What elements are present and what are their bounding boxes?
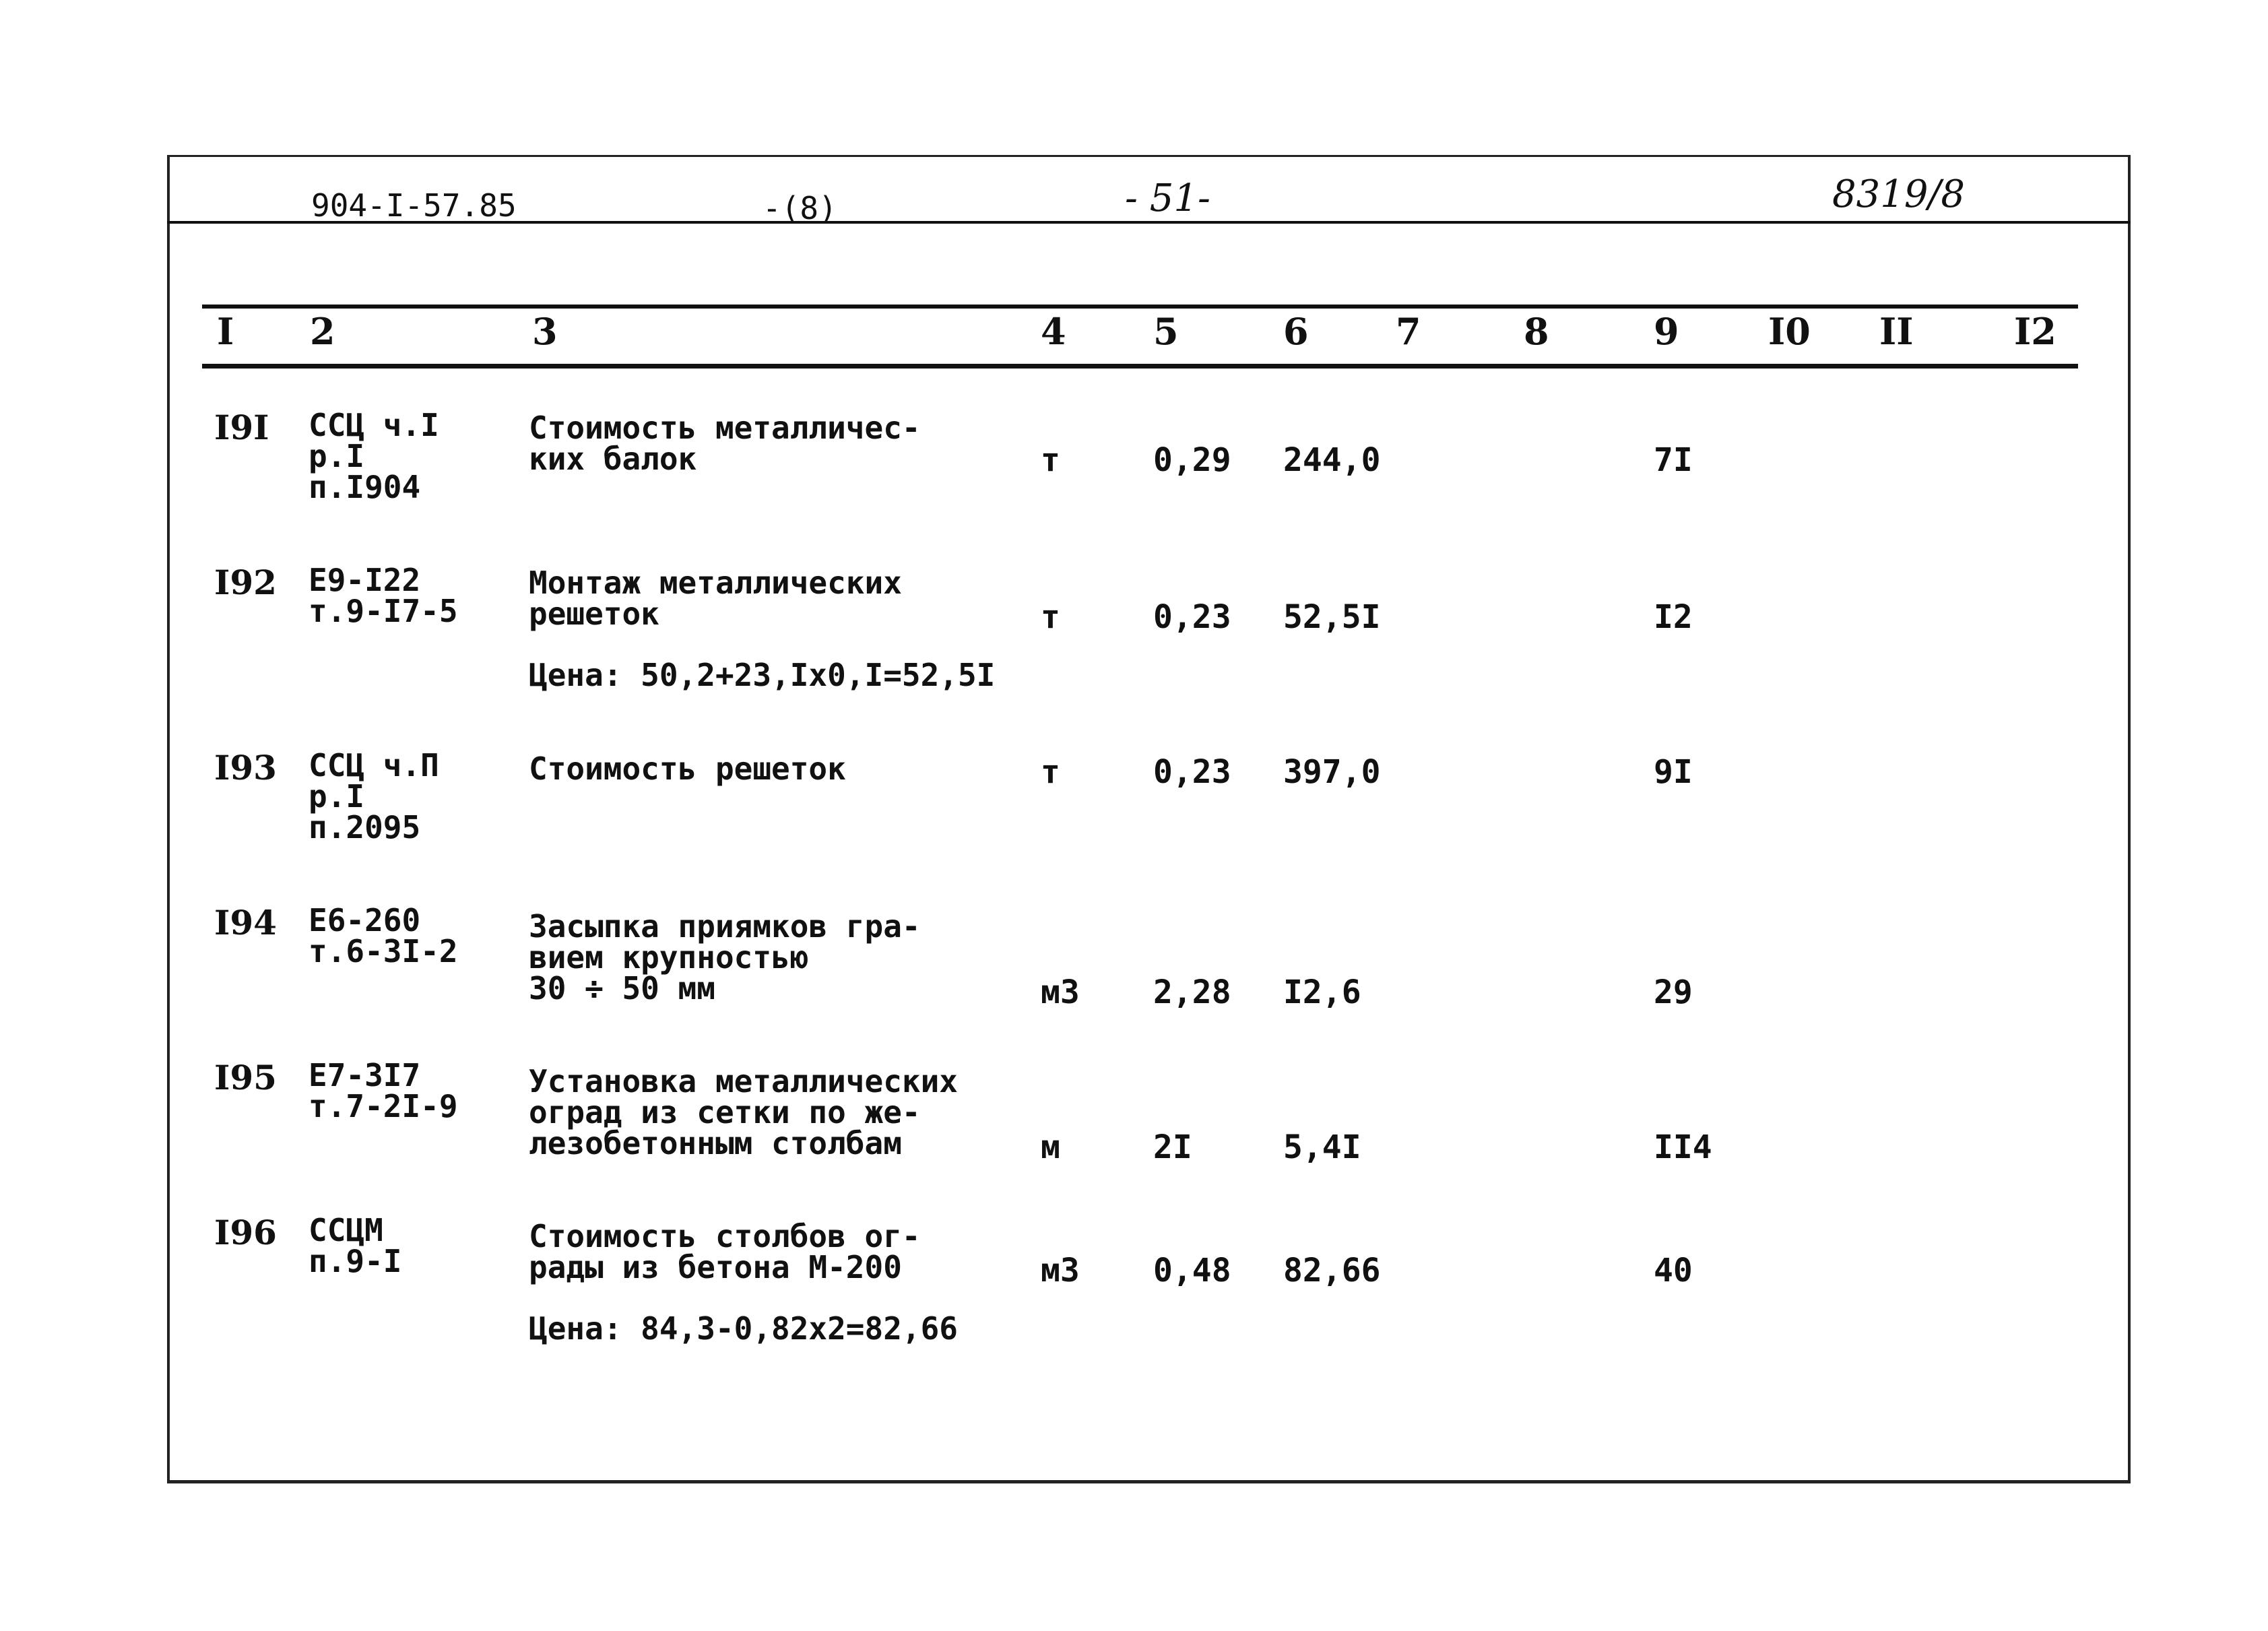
norm-code: ССЦМ п.9-I [309,1212,402,1279]
quantity-cell: 2,28 [1153,973,1231,1011]
work-description: Стоимость металличес- ких балок [529,410,921,477]
column-header-1: I [217,310,234,353]
column-header-12: I2 [2014,310,2056,353]
row-number: I92 [214,563,277,602]
row-number: I93 [214,748,277,788]
total-cell: I2 [1654,598,1693,636]
page-frame [167,155,2131,1483]
row-number: I95 [214,1058,277,1097]
price-cell: 52,5I [1283,598,1381,636]
column-header-11: II [1879,310,1914,353]
column-header-9: 9 [1654,310,1679,353]
work-description: Стоимость решеток [529,750,846,787]
norm-code: Е7-3I7 т.7-2I-9 [309,1057,458,1124]
unit-cell: т [1041,753,1060,791]
column-header-7: 7 [1396,310,1421,353]
unit-cell: м3 [1041,973,1080,1011]
sheet-ref: -(8) [763,190,837,226]
unit-cell: т [1041,441,1060,479]
norm-code: ССЦ ч.I р.I п.I904 [309,407,439,505]
page-number: - 51- [1125,177,1210,220]
unit-cell: м [1041,1128,1060,1166]
total-cell: 7I [1654,441,1693,479]
column-header-4: 4 [1041,310,1066,353]
price-cell: 397,0 [1283,753,1381,791]
quantity-cell: 0,29 [1153,441,1231,479]
row-number: I9I [214,408,269,447]
total-cell: II4 [1654,1128,1712,1166]
table-header-rule [202,364,2078,369]
doc-code: 904-I-57.85 [311,187,517,224]
quantity-cell: 0,48 [1153,1252,1231,1289]
quantity-cell: 0,23 [1153,753,1231,791]
column-header-8: 8 [1524,310,1549,353]
norm-code: Е6-260 т.6-3I-2 [309,902,458,969]
column-header-6: 6 [1283,310,1309,353]
norm-code: Е9-I22 т.9-I7-5 [309,562,458,629]
work-description: Монтаж металлических решеток [529,565,902,632]
unit-cell: т [1041,598,1060,636]
work-description: Засыпка приямков гра- вием крупностью 30 ÷ 50 мм [529,908,921,1006]
column-header-2: 2 [310,310,335,353]
quantity-cell: 2I [1153,1128,1192,1166]
price-cell: 244,0 [1283,441,1381,479]
price-cell: 5,4I [1283,1128,1361,1166]
total-cell: 29 [1654,973,1693,1011]
column-header-3: 3 [532,310,558,353]
unit-cell: м3 [1041,1252,1080,1289]
total-cell: 40 [1654,1252,1693,1289]
work-description: Стоимость столбов ог- рады из бетона М-200 [529,1218,921,1285]
album-number: 8319/8 [1832,172,1966,216]
row-number: I94 [214,903,277,942]
row-number: I96 [214,1213,277,1252]
norm-code: ССЦ ч.П р.I п.2095 [309,747,439,845]
work-description: Установка металлических оград из сетки по же- лезобетонным столбам [529,1063,958,1161]
total-cell: 9I [1654,753,1693,791]
column-header-5: 5 [1153,310,1179,353]
quantity-cell: 0,23 [1153,598,1231,636]
price-cell: I2,6 [1283,973,1361,1011]
price-note: Цена: 50,2+23,Iх0,I=52,5I [529,657,996,693]
column-header-10: I0 [1768,310,1811,353]
table-top-rule [202,305,2078,309]
price-note: Цена: 84,3-0,82х2=82,66 [529,1310,958,1347]
price-cell: 82,66 [1283,1252,1381,1289]
